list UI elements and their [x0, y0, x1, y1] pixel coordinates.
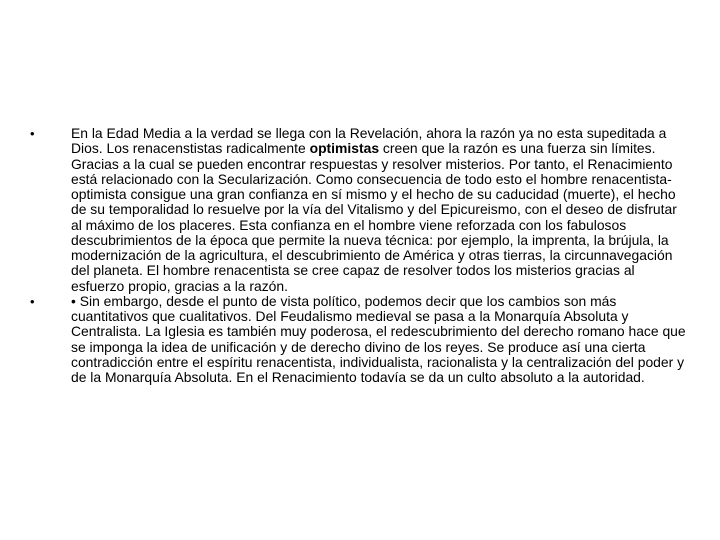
emphasis-optimistas: optimistas	[309, 140, 380, 157]
paragraph-political-view: • Sin embargo, desde el punto de vista político, podemos decir que los cambios son más cuantitativos que cualitativos. Del Feudalismo medieval se pasa a la Monarquía Absoluta y Centralista. La Iglesia es también muy poderosa, el redescubrimiento del derecho romano hace que se imponga la idea de unificación y de derecho divino de los reyes. Se produce así una cierta contradicción entre el espíritu renacentista, individualista, racionalista y la centralización del poder y de la Monarquía Absoluta. En el Renacimiento todavía se da un culto absoluto a la autoridad.	[71, 292, 686, 385]
bullet-item-1	[30, 126, 690, 294]
slide-body	[30, 126, 690, 385]
paragraph-text-end: creen que la razón es una fuerza sin límites. Gracias a la cual se pueden encontrar respuestas y resolver misterios. Por tanto, el Renacimiento está relacionado con la Secularización. Como consecuencia de todo esto el hombre renacentista-optimista consigue una gran confianza en sí mismo y el hecho de su caducidad (muerte), el hecho de su temporalidad lo resuelve por la vía del Vitalismo y del Epicureismo, con el deseo de disfrutar al máximo de los placeres. Esta confianza en el hombre viene reforzada con los fabulosos descubrimientos de la época que permite la nueva técnica: por ejemplo, la imprenta, la brújula, la modernización de la agricultura, el descubrimiento de América y otras tierras, la circunnavegación del planeta. El hombre renacentista se cree capaz de resolver todos los misterios gracias al esfuerzo propio, gracias a la razón.	[71, 140, 677, 294]
bullet-marker: •	[30, 126, 35, 141]
bullet-marker: •	[30, 293, 35, 309]
paragraph-renaissance-reason	[71, 126, 691, 294]
paragraph-text-start: En la Edad Media a la verdad se llega con la Revelación, ahora la razón ya no esta supeditada a Dios. Los renacenstistas radicalmente	[71, 125, 667, 157]
bullet-item-2	[30, 294, 690, 386]
